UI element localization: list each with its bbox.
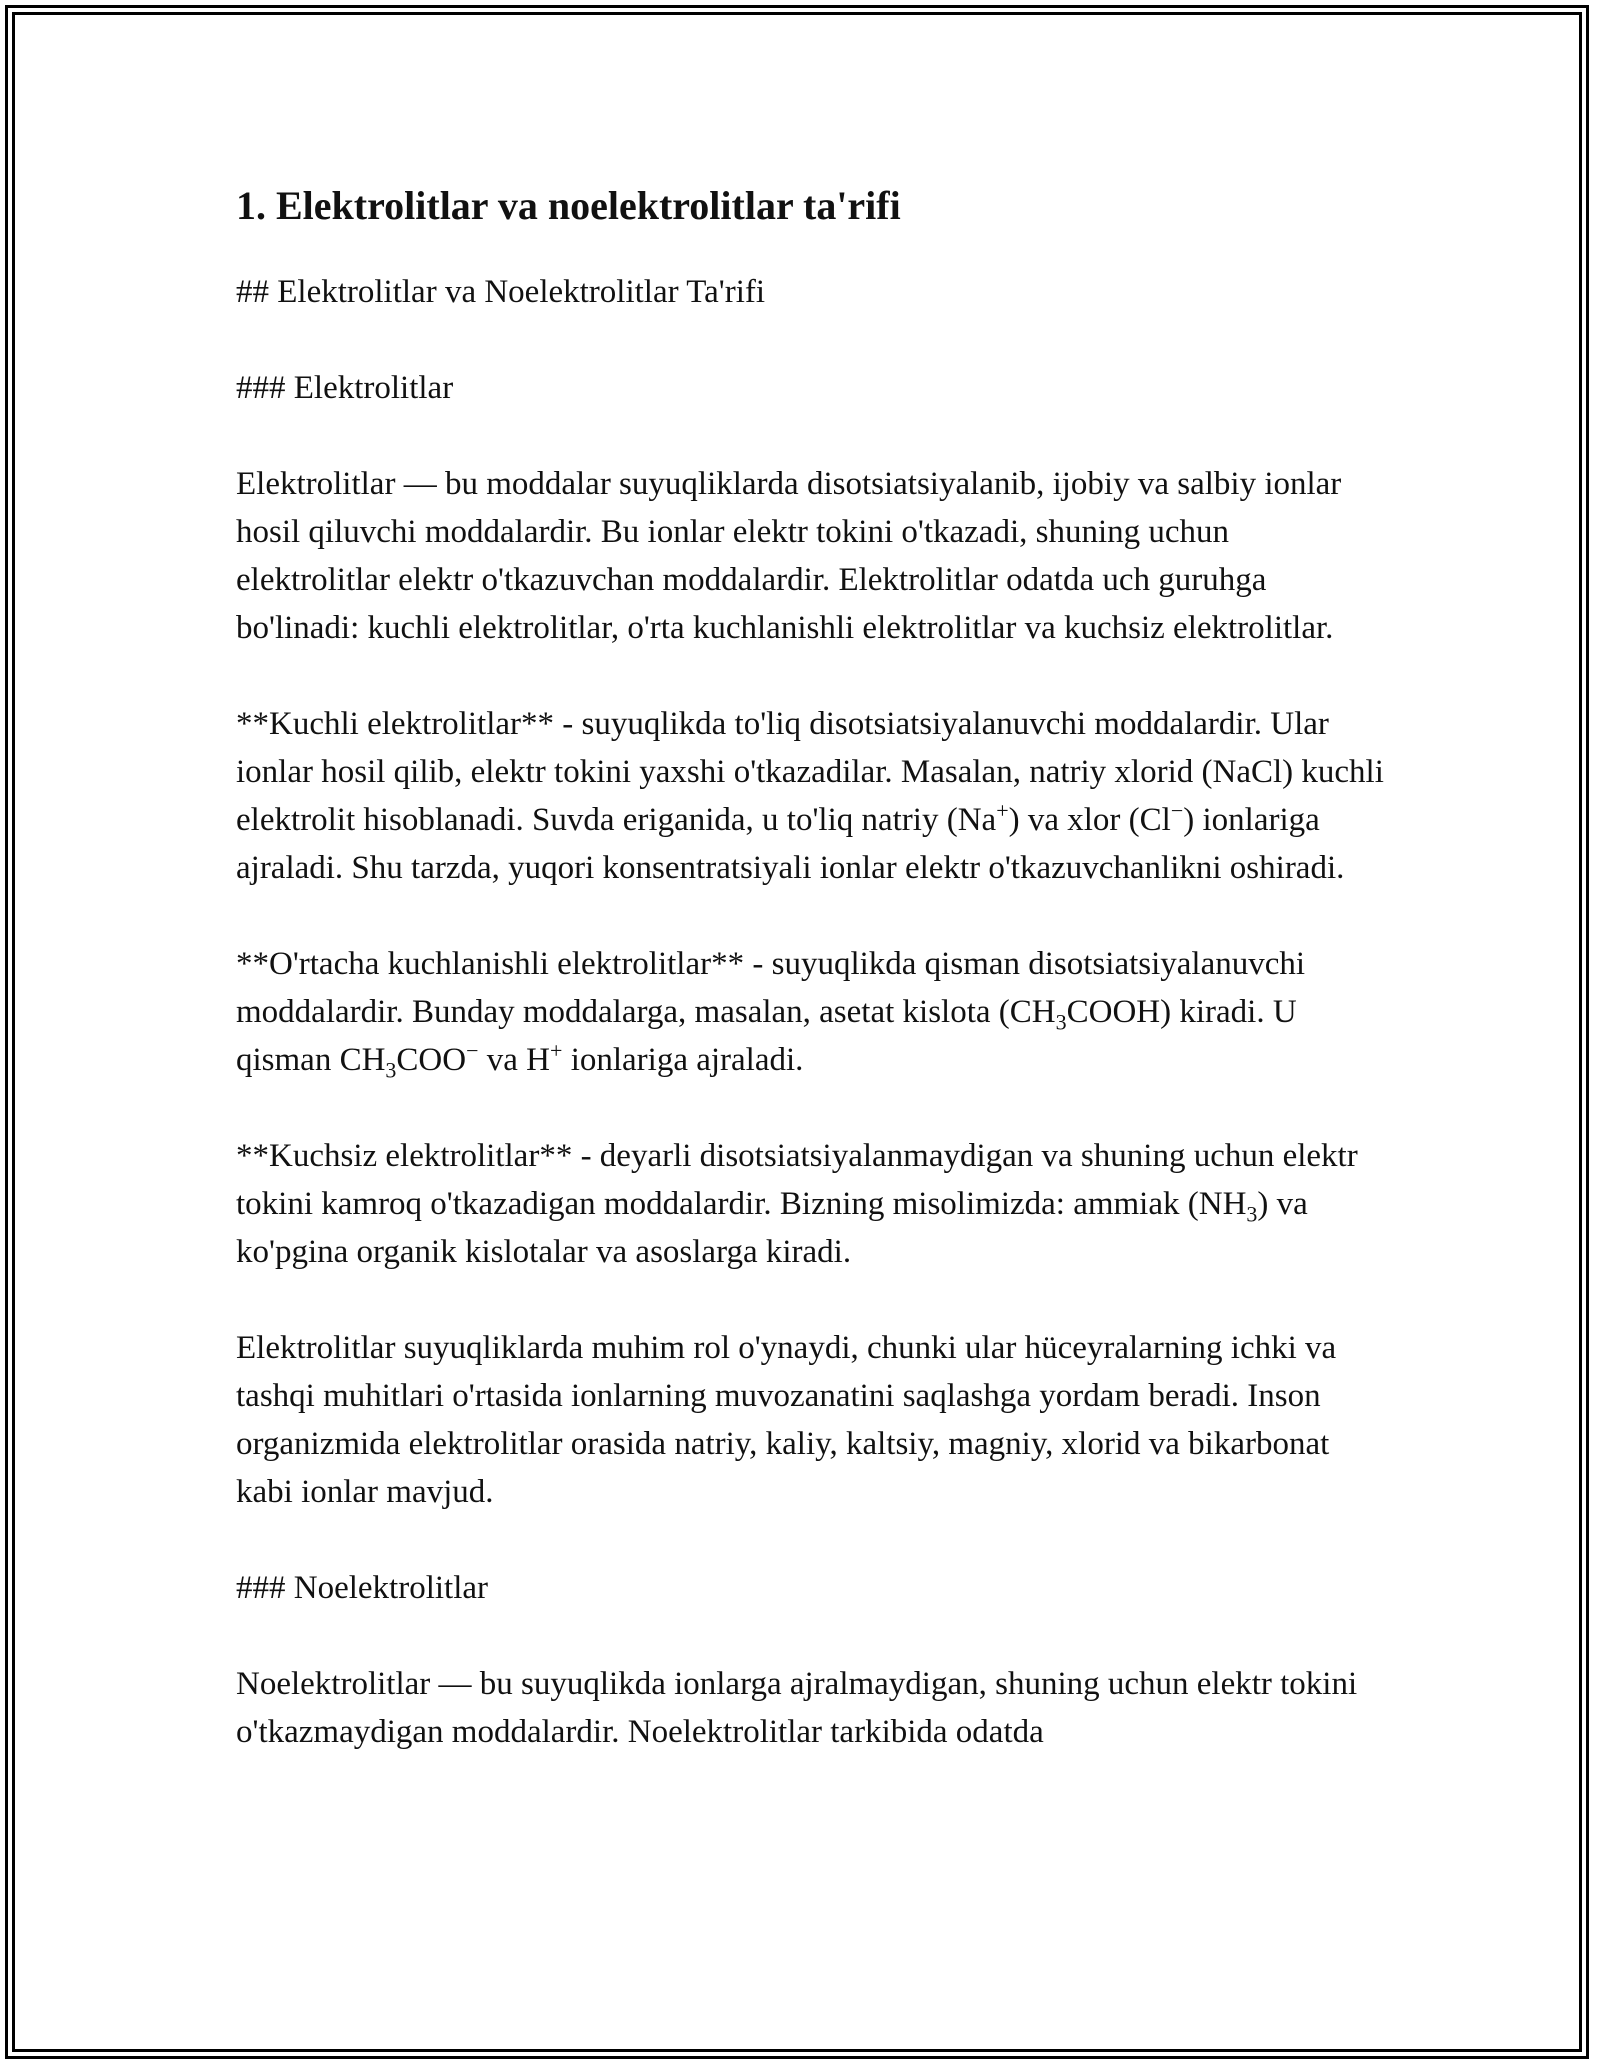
- section-heading-elektrolitlar: ### Elektrolitlar: [236, 370, 454, 406]
- paragraph-weak-electrolytes: [236, 1132, 1386, 1276]
- document-page: [236, 180, 1386, 1804]
- paragraph-noelektrolitlar: Noelektrolitlar — bu suyuqlikda ionlarga ajralmaydigan, shuning uchun elektr tokini o'tkazmaydigan moddalardir. Noelektrolitlar tarkibida odatda: [236, 1666, 1358, 1750]
- text-segment: COO: [396, 1042, 467, 1078]
- text-segment: **Kuchsiz elektrolitlar** - deyarli disotsiatsiyalanmaydigan va shuning uchun elektr tokini kamroq o'tkazadigan moddalardir. Bizning misolimizda: ammiak (NH: [236, 1138, 1358, 1222]
- text-segment: va H: [478, 1042, 551, 1078]
- superscript: −: [466, 1038, 479, 1063]
- superscript: +: [996, 798, 1009, 823]
- section-heading-noelektrolitlar: ### Noelektrolitlar: [236, 1570, 489, 1606]
- paragraph-intro: Elektrolitlar — bu moddalar suyuqliklarda disotsiatsiyalanib, ijobiy va salbiy ionlar hosil qiluvchi moddalardir. Bu ionlar elektr tokini o'tkazadi, shuning uchun elektrolitlar elektr o'tkazuvchan moddalardir. Elektrolitlar odatda uch guruhga bo'linadi: kuchli elektrolitlar, o'rta kuchlanishli elektrolitlar va kuchsiz elektrolitlar.: [236, 466, 1342, 646]
- text-segment: COOH) kiradi. U qisman CH: [236, 994, 1297, 1078]
- paragraph-role: Elektrolitlar suyuqliklarda muhim rol o'ynaydi, chunki ular hüceyralarning ichki va tashqi muhitlari o'rtasida ionlarning muvozanatini saqlashga yordam beradi. Inson organizmida elektrolitlar orasida natriy, kaliy, kaltsiy, magniy, xlorid va bikarbonat kabi ionlar mavjud.: [236, 1330, 1337, 1510]
- subscript: 3: [1055, 1009, 1067, 1035]
- text-segment: ionlariga ajraladi.: [562, 1042, 804, 1078]
- text-segment: ) va xlor (Cl: [1008, 802, 1171, 838]
- text-segment: **O'rtacha kuchlanishli elektrolitlar** - suyuqlikda qisman disotsiatsiyalanuvchi moddalardir. Bunday moddalarga, masalan, asetat kislota (CH: [236, 946, 1306, 1030]
- superscript: +: [550, 1038, 563, 1063]
- text-segment: **Kuchli elektrolitlar** - suyuqlikda to'liq disotsiatsiyalanuvchi moddalardir. Ular ionlar hosil qilib, elektr tokini yaxshi o'tkazadilar. Masalan, natriy xlorid (NaCl) kuchli elektrolit hisoblanadi. Suvda eriganida, u to'liq natriy (Na: [236, 706, 1384, 838]
- paragraph-medium-electrolytes: [236, 940, 1386, 1084]
- text-segment: ) va ko'pgina organik kislotalar va asoslarga kiradi.: [236, 1186, 1308, 1270]
- subscript: 3: [1246, 1201, 1258, 1227]
- paragraph-strong-electrolytes: [236, 700, 1386, 892]
- subscript: 3: [385, 1057, 397, 1083]
- text-segment: ) ionlariga ajraladi. Shu tarzda, yuqori konsentratsiyali ionlar elektr o'tkazuvchanlikni oshiradi.: [236, 802, 1345, 886]
- markdown-heading: ## Elektrolitlar va Noelektrolitlar Ta'rifi: [236, 274, 766, 310]
- document-title: 1. Elektrolitlar va noelektrolitlar ta'rifi: [236, 183, 901, 228]
- superscript: −: [1170, 798, 1184, 823]
